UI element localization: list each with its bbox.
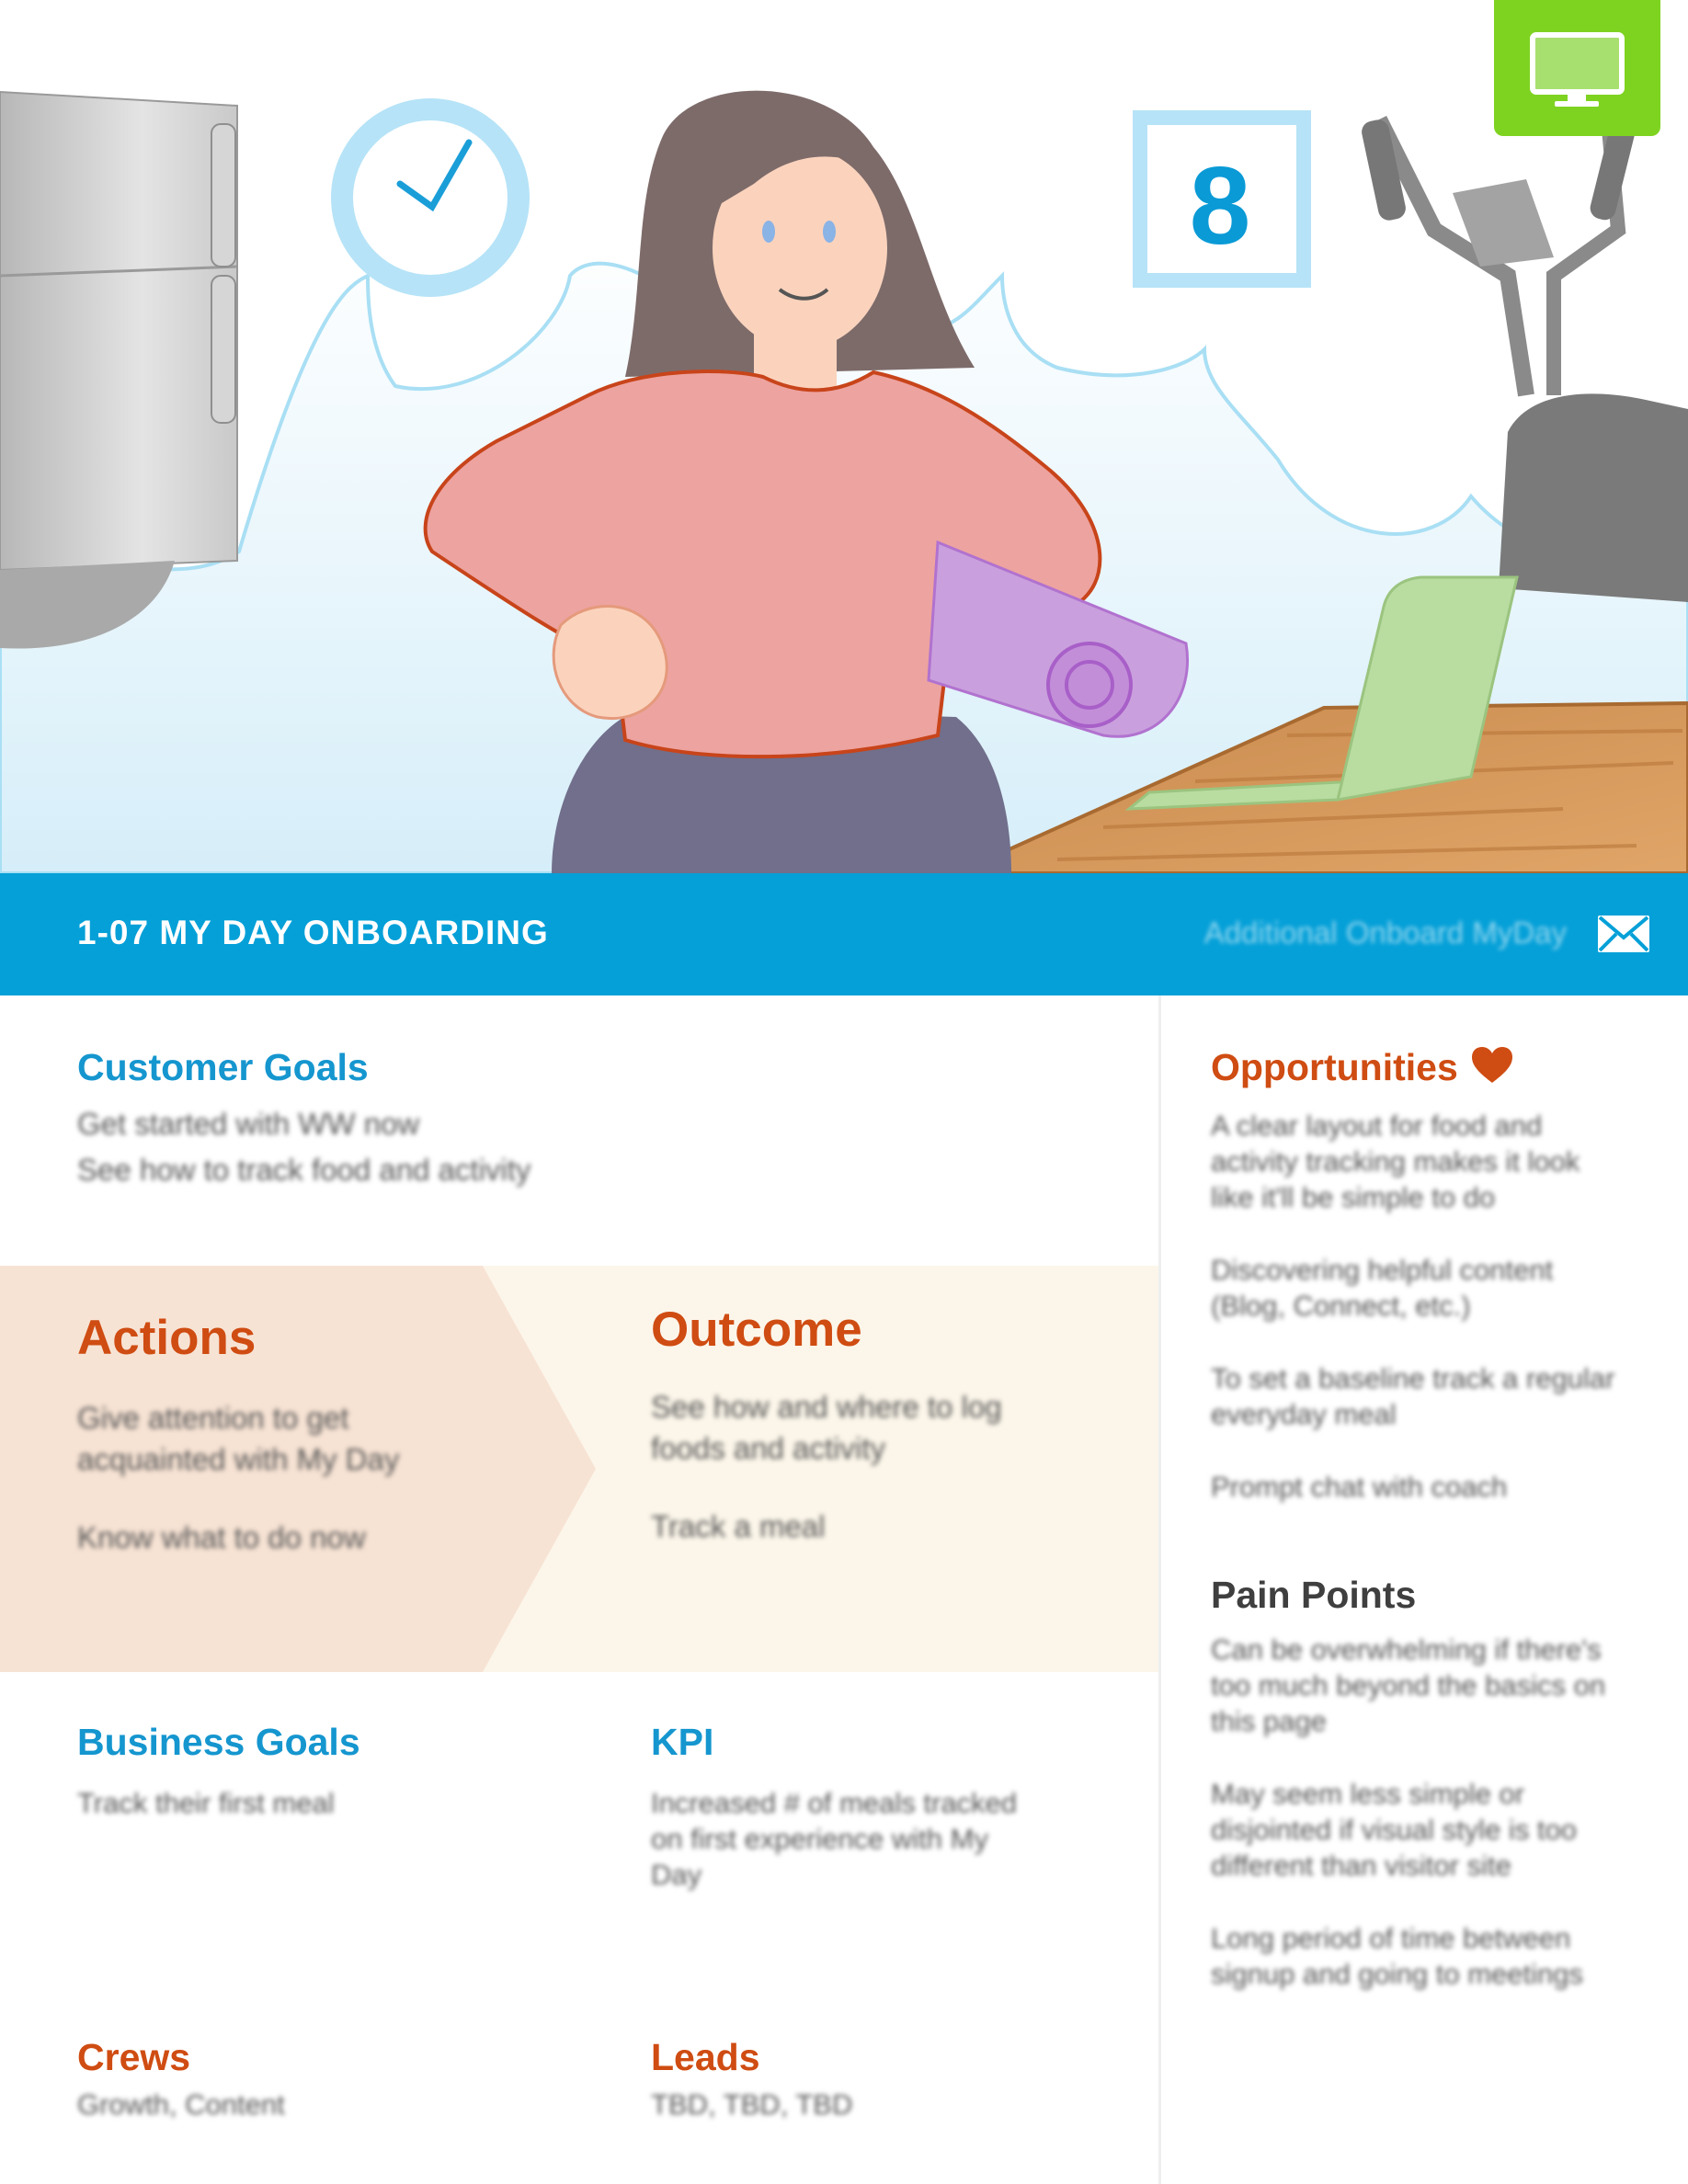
crews-text: Growth, Content	[77, 2088, 285, 2121]
calendar-number: 8	[1189, 144, 1251, 267]
desktop-device-tab[interactable]	[1494, 0, 1660, 136]
pain-points-heading: Pain Points	[1211, 1574, 1417, 1616]
pain-point-item: Can be overwhelming if there's too much beyond the basics on this page	[1211, 1633, 1606, 1737]
opportunity-item: A clear layout for food and activity tracking makes it look like it'll be simple to do	[1211, 1109, 1580, 1213]
opportunities-heading: Opportunities	[1211, 1046, 1458, 1088]
opportunity-item: Discovering helpful content (Blog, Connect, etc.)	[1211, 1254, 1554, 1322]
pain-point-item: May seem less simple or disjointed if visual style is too different than visitor site	[1211, 1778, 1578, 1882]
actions-heading: Actions	[77, 1311, 257, 1365]
calendar-icon	[1140, 118, 1304, 280]
pain-points-list	[1211, 1632, 1625, 2029]
kpi-text: Increased # of meals tracked on first experience with My Day	[651, 1787, 1018, 1891]
heart-icon	[1471, 1046, 1513, 1085]
outcome-heading: Outcome	[651, 1302, 862, 1357]
customer-goals-heading: Customer Goals	[77, 1046, 369, 1088]
outcome-item: Track a meal	[651, 1509, 826, 1543]
additional-onboard-link[interactable]: Additional Onboard MyDay	[1203, 916, 1567, 950]
pain-point-item: Long period of time between signup and going to meetings	[1211, 1922, 1584, 1990]
envelope-icon[interactable]	[1596, 914, 1651, 954]
action-item: Give attention to get acquainted with My Day	[77, 1401, 400, 1476]
leads-heading: Leads	[651, 2036, 760, 2078]
page-title: 1-07 MY DAY ONBOARDING	[77, 914, 549, 951]
checkmark-clock-icon	[342, 109, 519, 286]
opportunities-list	[1211, 1108, 1625, 1541]
actions-list	[77, 1397, 463, 1595]
customer-goals-text	[77, 1101, 1089, 1193]
column-divider	[1158, 995, 1161, 2184]
opportunity-item: To set a baseline track a regular everyday meal	[1211, 1362, 1615, 1430]
kpi-heading: KPI	[651, 1721, 714, 1763]
hero-illustration	[0, 0, 1688, 873]
leads-text: TBD, TBD, TBD	[651, 2088, 853, 2121]
crews-heading: Crews	[77, 2036, 191, 2078]
business-goals-text: Track their first meal	[77, 1787, 335, 1819]
outcome-list	[651, 1386, 1055, 1584]
business-goals-heading: Business Goals	[77, 1721, 360, 1763]
customer-goal-item: See how to track food and activity	[77, 1153, 531, 1187]
title-banner	[0, 873, 1688, 995]
opportunity-item: Prompt chat with coach	[1211, 1471, 1508, 1503]
customer-goal-item: Get started with WW now	[77, 1107, 420, 1141]
outcome-item: See how and where to log foods and activity	[651, 1390, 1002, 1465]
action-item: Know what to do now	[77, 1520, 366, 1554]
desktop-monitor-icon	[1494, 0, 1660, 136]
